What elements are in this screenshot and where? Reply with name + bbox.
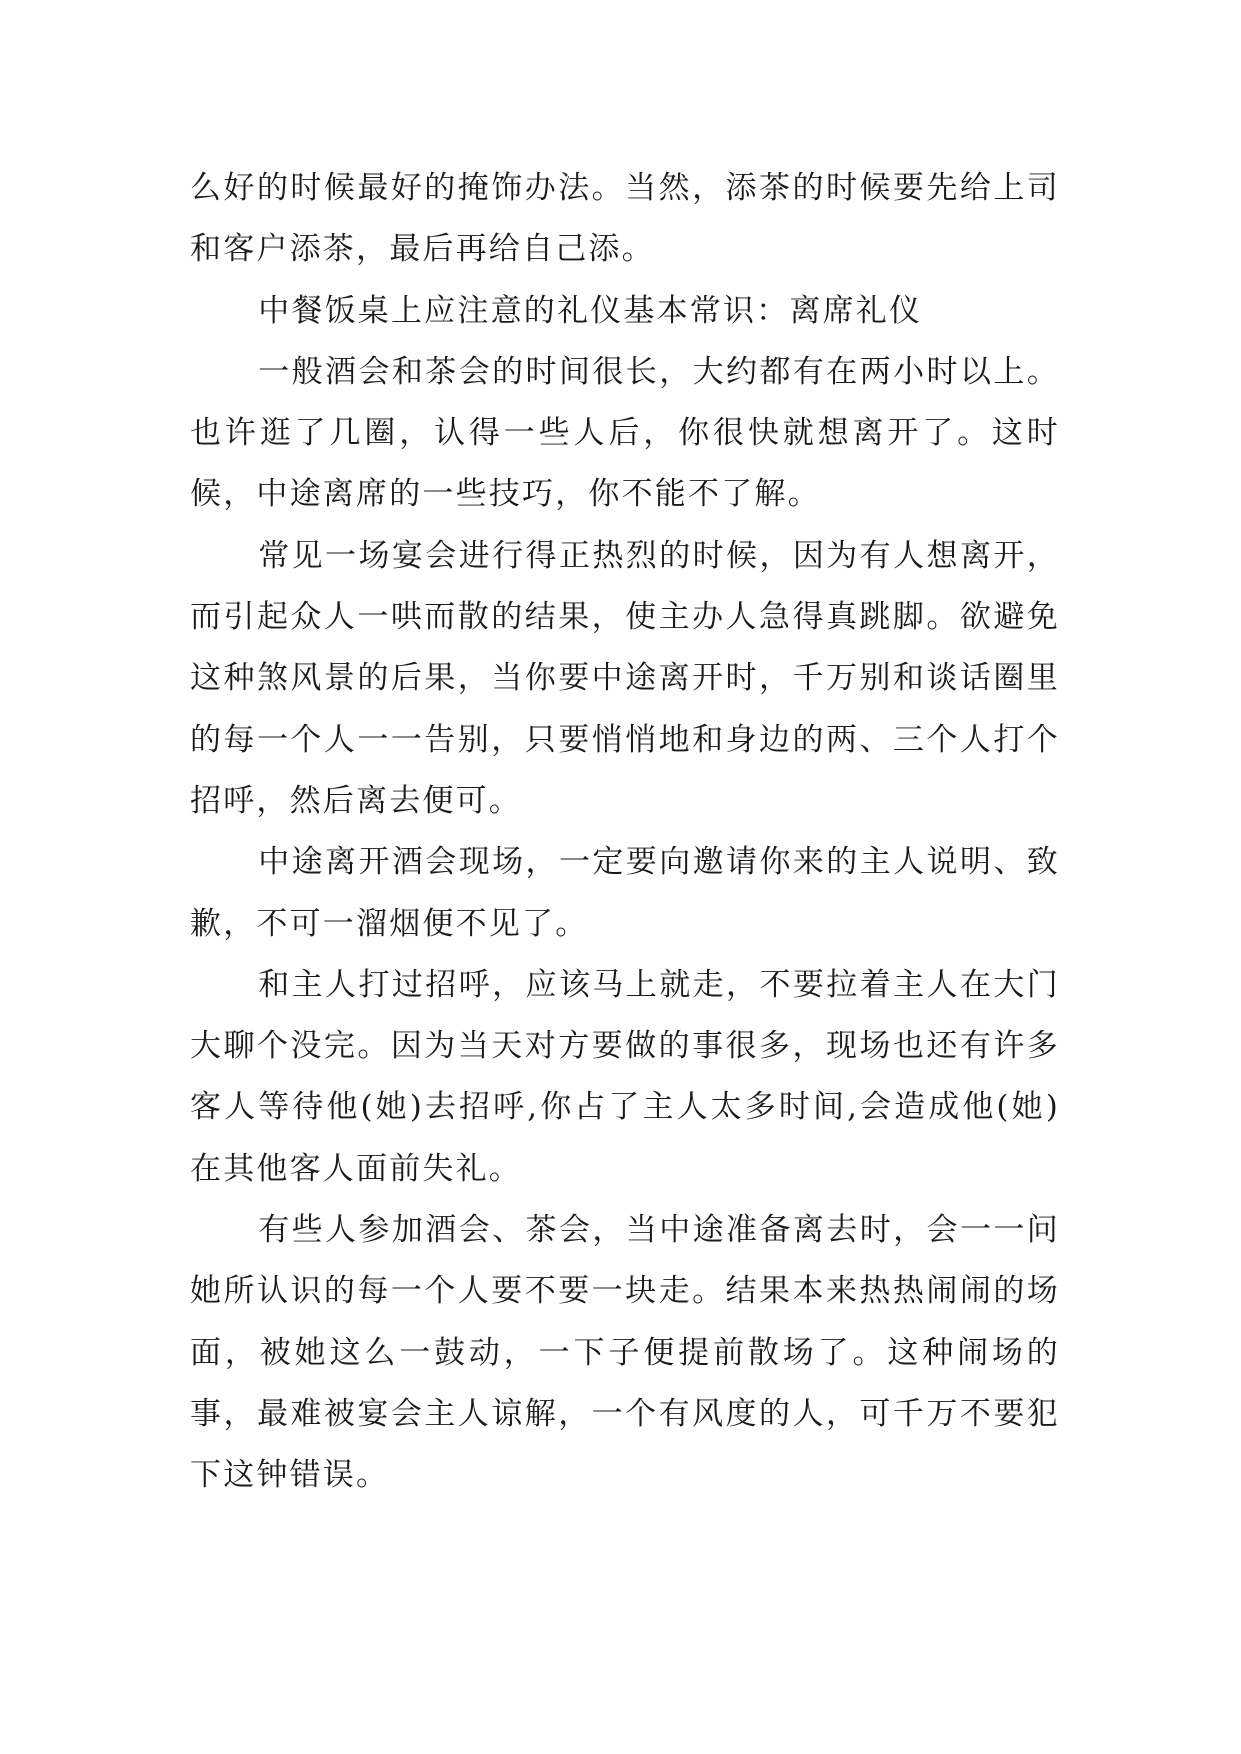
paragraph: 中途离开酒会现场，一定要向邀请你来的主人说明、致歉，不可一溜烟便不见了。 (190, 844, 1060, 942)
paragraph-continued: 么好的时候最好的掩饰办法。当然，添茶的时候要先给上司和客户添茶，最后再给自己添。 (190, 170, 1060, 268)
section-heading: 中餐饭桌上应注意的礼仪基本常识：离席礼仪 (258, 292, 923, 329)
paragraph: 常见一场宴会进行得正热烈的时候，因为有人想离开，而引起众人一哄而散的结果，使主办人急得真跳脚。欲避免这种煞风景的后果，当你要中途离开时，千万别和谈话圈里的每一个人一一告别，只要悄悄地和身边的两、三个人打个招呼，然后离去便可。 (190, 537, 1060, 819)
paragraph: 和主人打过招呼，应该马上就走，不要拉着主人在大门大聊个没完。因为当天对方要做的事很多，现场也还有许多客人等待他(她)去招呼,你占了主人太多时间,会造成他(她)在其他客人面前失礼。 (190, 966, 1060, 1187)
paragraph: 有些人参加酒会、茶会，当中途准备离去时，会一一问她所认识的每一个人要不要一块走。结果本来热热闹闹的场面，被她这么一鼓动，一下子便提前散场了。这种闹场的事，最难被宴会主人谅解，一个有风度的人，可千万不要犯下这钟错误。 (190, 1212, 1060, 1494)
paragraph: 一般酒会和茶会的时间很长，大约都有在两小时以上。也许逛了几圈，认得一些人后，你很快就想离开了。这时候，中途离席的一些技巧，你不能不了解。 (190, 353, 1060, 513)
document-body (190, 158, 1060, 1507)
